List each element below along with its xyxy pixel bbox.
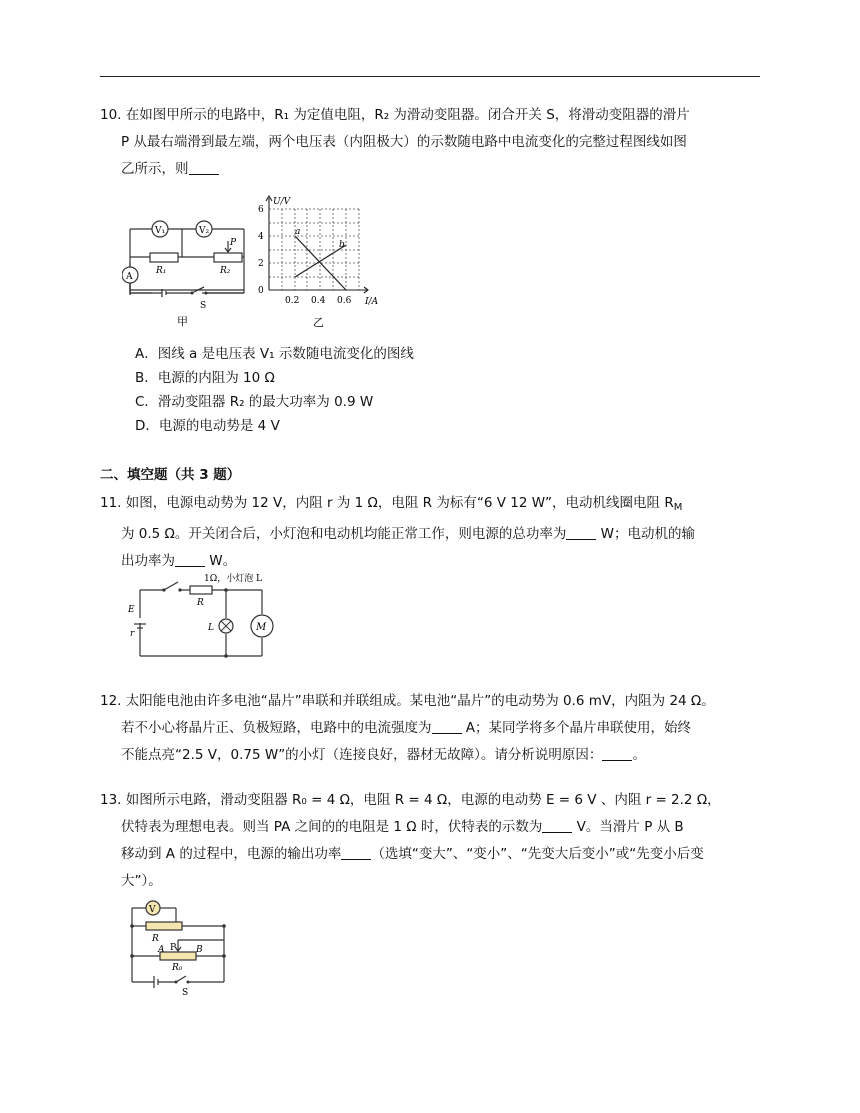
v2-label: V₂ [199,226,210,236]
section-2-title: 二、填空题（共 3 题） [100,467,241,483]
y-tick-0: 0 [258,286,264,296]
q11-line3: 出功率为 W。 [121,553,237,569]
x-tick-04: 0.4 [311,296,326,306]
q10-option-c[interactable]: C．滑动变阻器 R₂ 的最大功率为 0.9 W [135,394,374,410]
lamp-icon [219,619,233,633]
question-10-stem [100,102,762,183]
ammeter-label: A [126,272,133,282]
motor-label: M [256,622,267,633]
answer-blank[interactable] [542,818,572,833]
fig-yi-label: 乙 [313,316,324,329]
q12-line3: 不能点亮“2.5 V，0.75 W”的小灯（连接良好，器材无故障）。请分析说明原因： 。 [121,747,646,763]
r2-label: R₂ [220,266,231,276]
q10-option-d[interactable]: D．电源的电动势是 4 V [135,418,280,434]
q13-line3: 移动到 A 的过程中，电源的输出功率 （选填“变大”、“变小”、“先变大后变小”或“先变小后变 [121,846,704,862]
x-axis-label: I/A [365,297,379,307]
q12-line2: 若不小心将晶片正、负极短路，电路中的电流强度为 A；某同学将多个晶片串联使用，始终 [121,720,692,736]
answer-blank[interactable] [432,719,462,734]
x-tick-02: 0.2 [285,296,300,306]
q13-line1: 13. 如图所示电路，滑动变阻器 R₀ = 4 Ω，电阻 R = 4 Ω，电源的电动势 E = 6 V 、内阻 r = 2.2 Ω， [100,792,721,808]
line-a-label: a [295,227,301,237]
resistor-r-label: R [197,598,204,608]
q13-circuit-diagram [124,898,234,998]
r0-label: R₀ [172,963,183,973]
slider-p-label: P [170,943,177,953]
v1-label: V₁ [155,226,166,236]
q10-line2: P 从最右端滑到最左端，两个电压表（内阻极大）的示数随电路中电流变化的完整过程图线如图 [121,134,687,150]
answer-blank[interactable] [189,160,219,175]
resistor-spec-label: 1Ω，小灯泡 L [204,574,263,584]
slider-p-label: P [230,238,237,248]
end-b-label: B [196,945,203,955]
x-tick-06: 0.6 [337,296,352,306]
q13-line4: 大”）。 [121,873,162,889]
q13-line2: 伏特表为理想电表。则当 PA 之间的的电阻是 1 Ω 时，伏特表的示数为 V。当滑片 P 从 B [121,819,684,835]
q10-line3: 乙所示，则 [100,156,762,183]
question-11-stem [100,490,762,575]
answer-blank[interactable] [175,552,205,567]
q12-line1: 12. 太阳能电池由许多电池“晶片”串联和并联组成。某电池“晶片”的电动势为 0.6 mV，内阻为 24 Ω。 [100,693,715,709]
internal-r-label: r [130,629,135,639]
q11-line1: 11. 如图，电源电动势为 12 V，内阻 r 为 1 Ω，电阻 R 为标有“6 V 12 W”，电动机线圈电阻 $R_M$ [100,495,683,513]
answer-blank[interactable] [602,746,632,761]
q10-graph [255,192,390,330]
y-tick-2: 2 [258,259,264,269]
q11-circuit-diagram [124,568,284,660]
y-axis-label: U/V [273,197,291,207]
q11-line2: 为 0.5 Ω。开关闭合后，小灯泡和电动机均能正常工作，则电源的总功率为 W；电动机的输 [121,526,696,542]
resistor-r-label: R [152,934,159,944]
fig-jia-label: 甲 [177,315,188,328]
q10-circuit-diagram [122,215,252,330]
line-b-label: b [339,240,345,250]
top-rule [100,76,760,77]
end-a-label: A [158,945,165,955]
answer-blank[interactable] [341,845,371,860]
q10-option-a[interactable]: A．图线 a 是电压表 V₁ 示数随电流变化的图线 [135,346,414,362]
question-13-stem [100,787,762,895]
y-tick-4: 4 [258,232,264,242]
answer-blank[interactable] [566,525,596,540]
switch-s-label: S [182,988,189,998]
q10-line1: 10. 在如图甲所示的电路中，R₁ 为定值电阻，R₂ 为滑动变阻器。闭合开关 S，将滑动变阻器的滑片 [100,107,690,123]
y-tick-6: 6 [258,205,264,215]
emf-e-label: E [128,605,135,615]
voltmeter-label: V [149,905,156,915]
lamp-l-label: L [208,623,214,633]
question-12-stem [100,688,762,769]
switch-s-label: S [200,301,207,311]
q10-option-b[interactable]: B．电源的内阻为 10 Ω [135,370,275,386]
r1-label: R₁ [156,266,167,276]
